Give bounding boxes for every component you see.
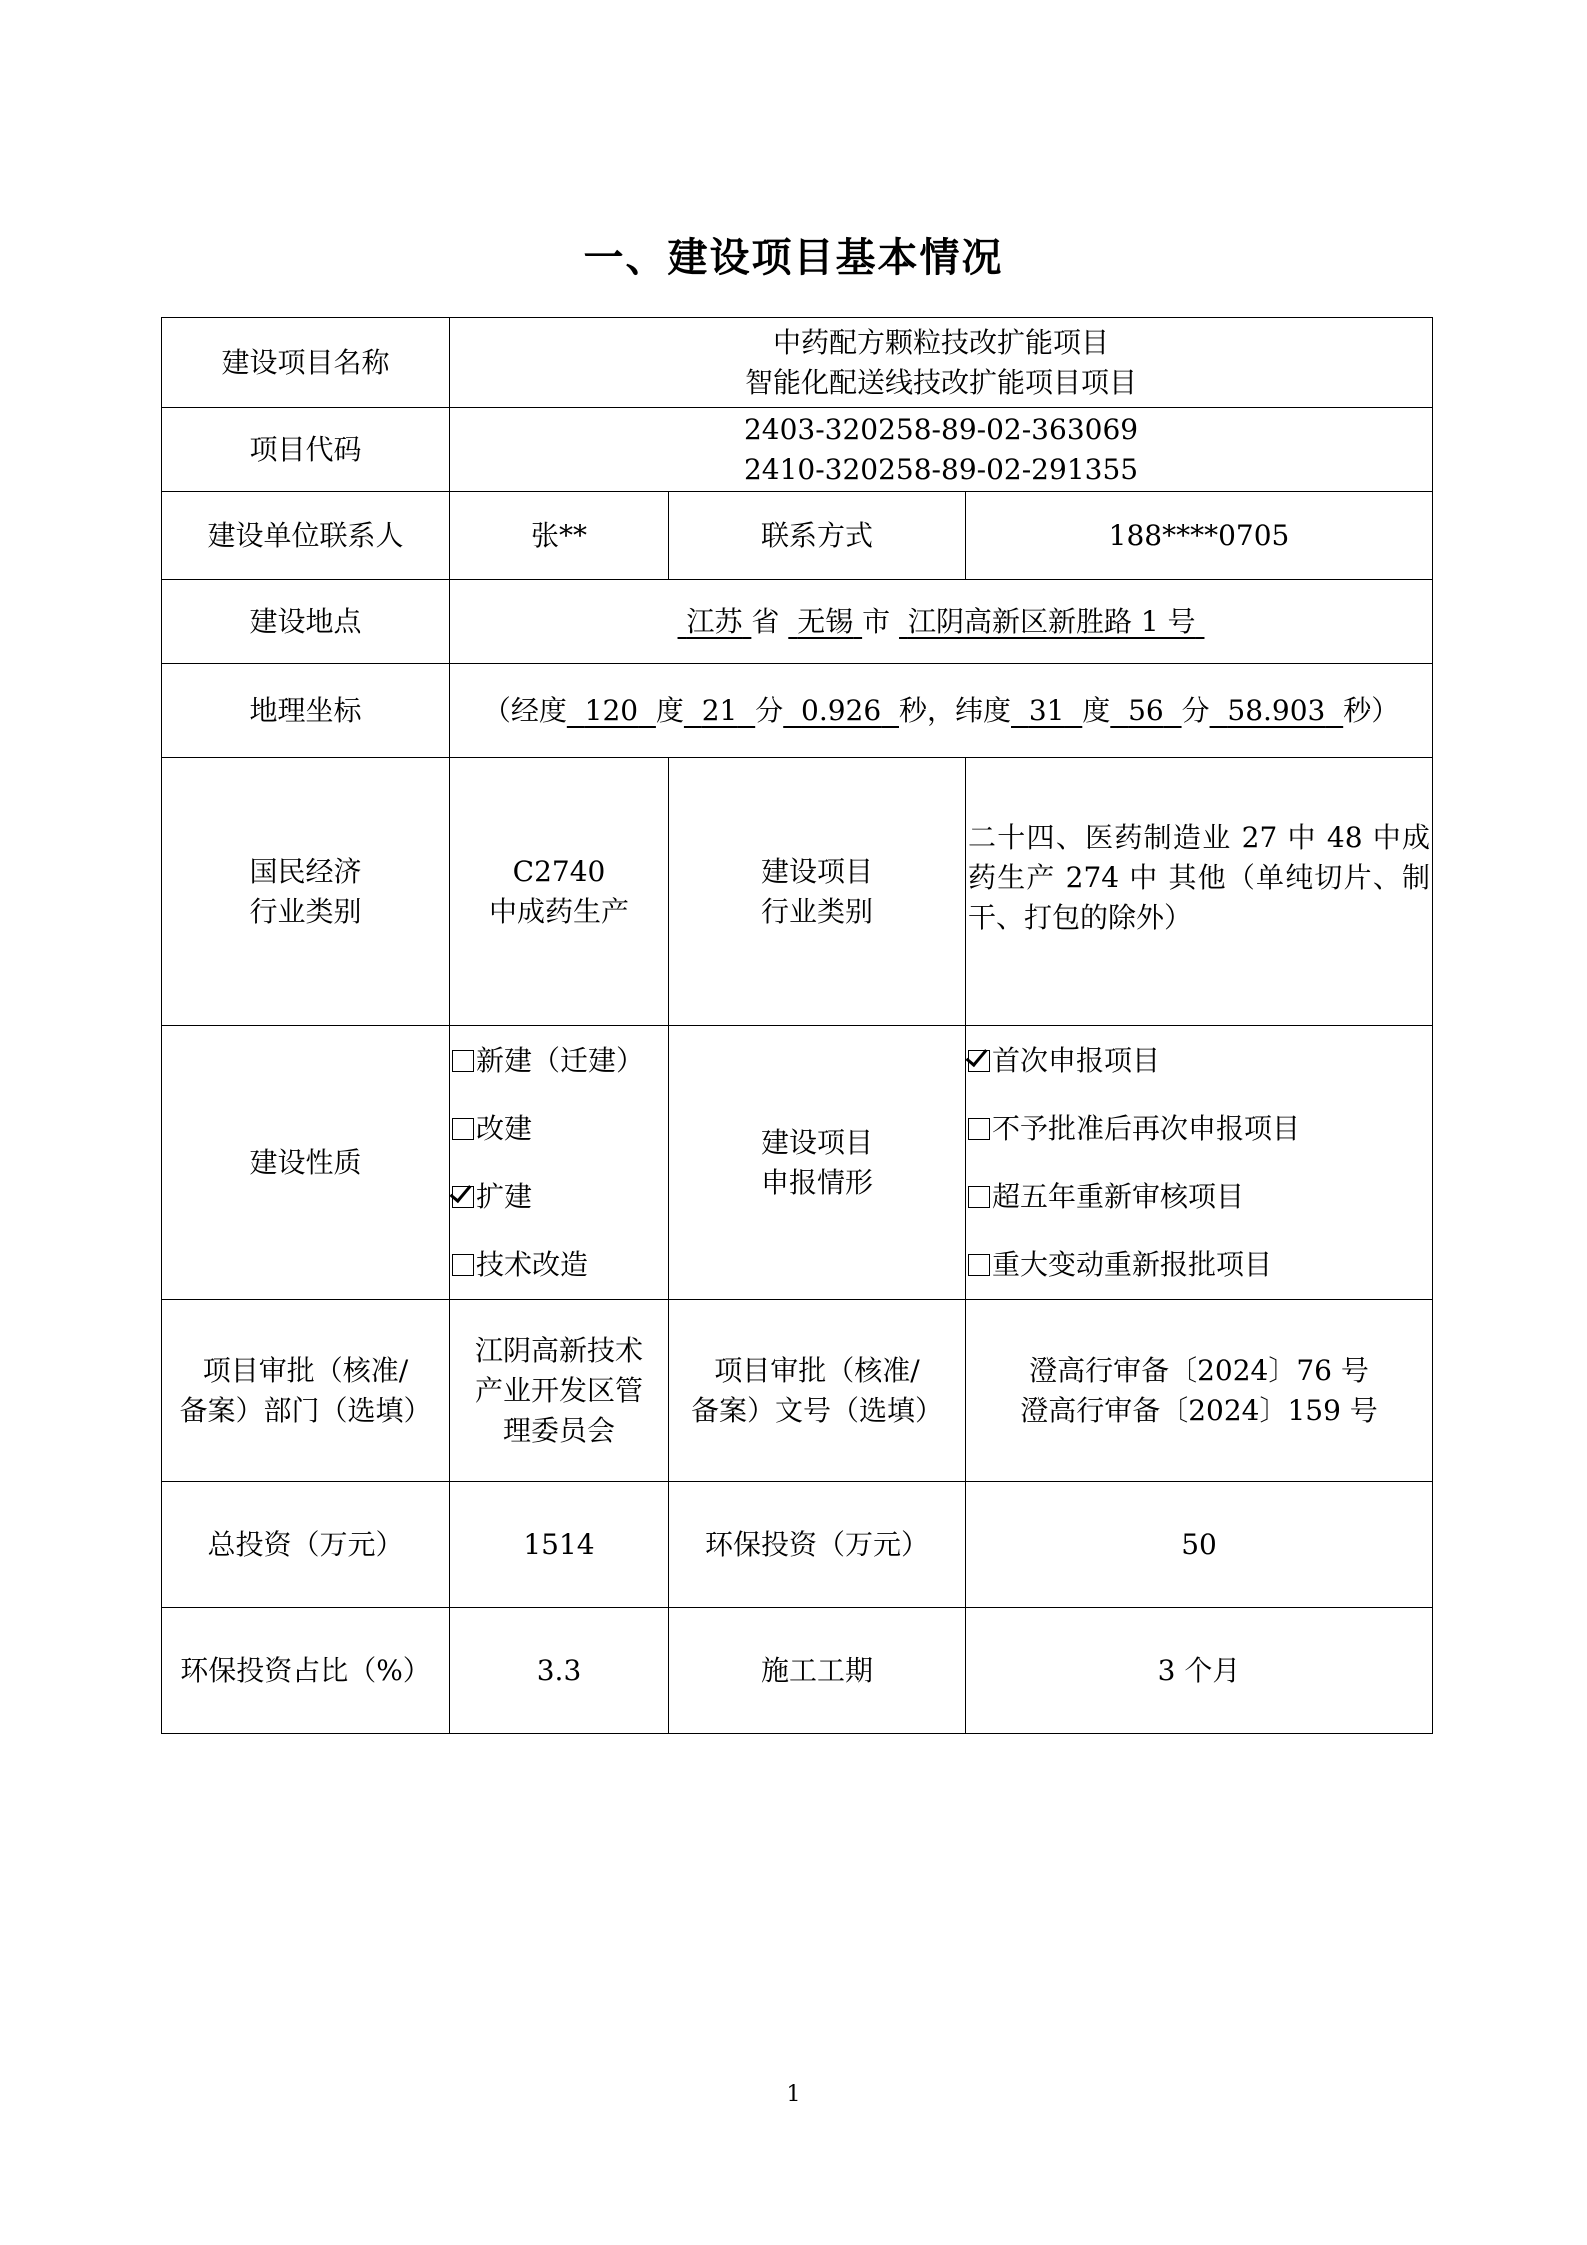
project-info-table: [161, 317, 1433, 1734]
nature-options: [450, 1026, 669, 1300]
row-contact: [162, 492, 1433, 580]
row-industry: [162, 758, 1433, 1026]
label-project-name: 建设项目名称: [162, 318, 450, 408]
row-location: [162, 580, 1433, 664]
location-address: 江阴高新区新胜路 1 号: [907, 604, 1196, 638]
checkbox-icon: [968, 1186, 990, 1208]
project-code-1: 2403-320258-89-02-363069: [743, 412, 1139, 446]
checkbox-icon: [452, 1118, 474, 1140]
lat-deg: 31: [1028, 693, 1065, 727]
checkbox-icon: [452, 1050, 474, 1072]
checkbox-icon: [968, 1254, 990, 1276]
value-contact-name: 张**: [450, 492, 669, 580]
lat-min: 56: [1128, 693, 1164, 727]
row-investment: [162, 1482, 1433, 1608]
lon-sec: 0.926: [801, 693, 882, 727]
label-contact: 建设单位联系人: [162, 492, 450, 580]
decl-option-review[interactable]: 超五年重新审核项目: [968, 1163, 1432, 1231]
label-project-industry: 建设项目 行业类别: [669, 758, 966, 1026]
value-coords: （经度 120 度 21 分 0.926 秒，纬度 31 度 56 分 58.903 秒）: [450, 664, 1433, 758]
value-approval-doc: 澄高行审备〔2024〕76 号 澄高行审备〔2024〕159 号: [966, 1300, 1433, 1482]
label-industry: 国民经济 行业类别: [162, 758, 450, 1026]
label-period: 施工工期: [669, 1608, 966, 1734]
checkbox-checked-icon: [452, 1186, 474, 1208]
value-env-ratio: 3.3: [450, 1608, 669, 1734]
value-period: 3 个月: [966, 1608, 1433, 1734]
row-nature: [162, 1026, 1433, 1300]
label-env-investment: 环保投资（万元）: [669, 1482, 966, 1608]
label-location: 建设地点: [162, 580, 450, 664]
label-project-code: 项目代码: [162, 408, 450, 492]
nature-option-new[interactable]: 新建（迁建）: [452, 1027, 668, 1095]
checkbox-icon: [452, 1254, 474, 1276]
row-project-name: [162, 318, 1433, 408]
value-env-investment: 50: [966, 1482, 1433, 1608]
project-code-2: 2410-320258-89-02-291355: [743, 452, 1139, 486]
value-project-name: [450, 318, 1433, 408]
project-name-2: 智能化配送线技改扩能项目项目: [745, 365, 1138, 399]
decl-option-change[interactable]: 重大变动重新报批项目: [968, 1231, 1432, 1299]
location-province: 江苏: [686, 604, 743, 638]
lon-min: 21: [701, 693, 738, 727]
row-ratio: [162, 1608, 1433, 1734]
row-coords: [162, 664, 1433, 758]
location-province-unit: 省: [751, 604, 780, 638]
nature-option-rebuild[interactable]: 改建: [452, 1095, 668, 1163]
label-env-ratio: 环保投资占比（%）: [162, 1608, 450, 1734]
label-coords: 地理坐标: [162, 664, 450, 758]
location-city: 无锡: [797, 604, 854, 638]
location-city-unit: 市: [862, 604, 891, 638]
decl-option-first[interactable]: 首次申报项目: [968, 1027, 1432, 1095]
value-investment: 1514: [450, 1482, 669, 1608]
value-industry-code: C2740 中成药生产: [450, 758, 669, 1026]
label-declaration: 建设项目 申报情形: [669, 1026, 966, 1300]
page-title: 一、建设项目基本情况: [583, 235, 1004, 281]
label-approval-doc: 项目审批（核准/ 备案）文号（选填）: [669, 1300, 966, 1482]
page-number: 1: [786, 2082, 801, 2107]
nature-option-expand[interactable]: 扩建: [452, 1163, 668, 1231]
lat-sec: 58.903: [1227, 693, 1326, 727]
label-investment: 总投资（万元）: [162, 1482, 450, 1608]
label-contact-method: 联系方式: [669, 492, 966, 580]
project-name-1: 中药配方颗粒技改扩能项目: [773, 325, 1110, 359]
value-contact-phone: 188****0705: [966, 492, 1433, 580]
lon-deg: 120: [584, 693, 639, 727]
checkbox-checked-icon: [968, 1050, 990, 1072]
nature-option-tech[interactable]: 技术改造: [452, 1231, 668, 1299]
checkbox-icon: [968, 1118, 990, 1140]
label-approval-dept: 项目审批（核准/ 备案）部门（选填）: [162, 1300, 450, 1482]
value-project-industry: 二十四、医药制造业 27 中 48 中成药生产 274 中 其他（单纯切片、制干、打包的除外）: [966, 758, 1433, 1026]
value-approval-dept: 江阴高新技术 产业开发区管 理委员会: [450, 1300, 669, 1482]
decl-option-resubmit[interactable]: 不予批准后再次申报项目: [968, 1095, 1432, 1163]
row-approval: [162, 1300, 1433, 1482]
label-nature: 建设性质: [162, 1026, 450, 1300]
value-project-code: [450, 408, 1433, 492]
value-location: [450, 580, 1433, 664]
row-project-code: [162, 408, 1433, 492]
declaration-options: [966, 1026, 1433, 1300]
